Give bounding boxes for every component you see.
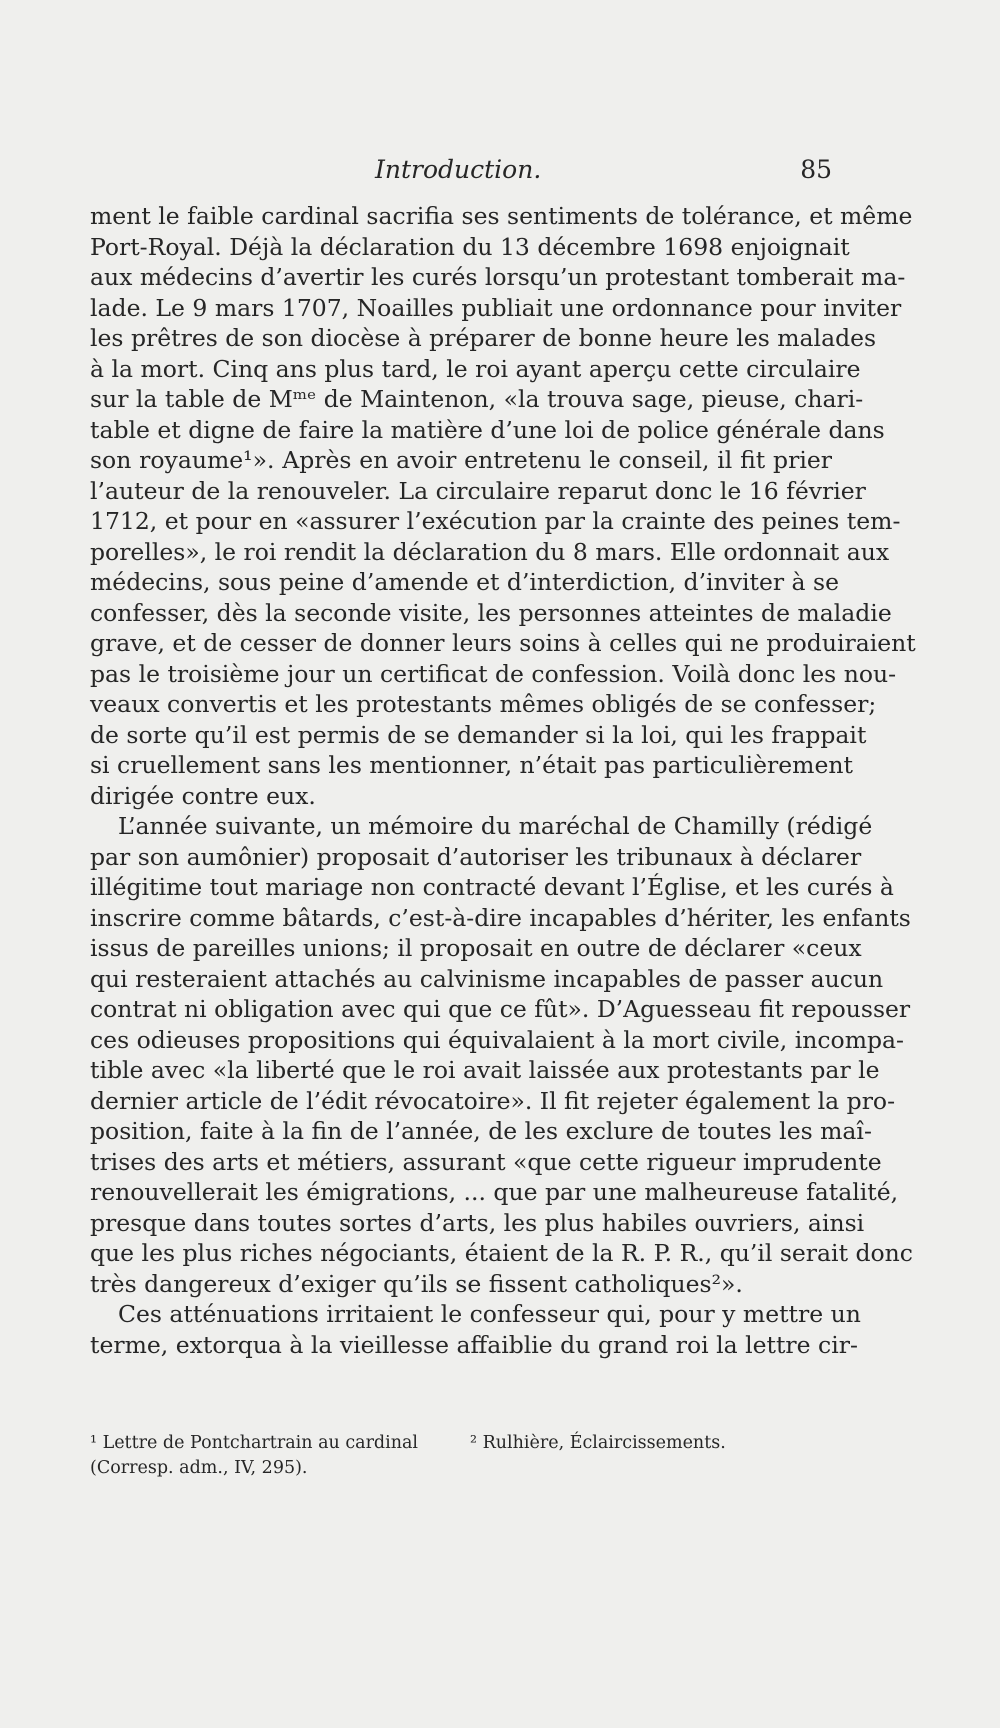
text-line: L’année suivante, un mémoire du maréchal de Chamilly (rédigé [118,812,873,840]
text-line: dernier article de l’édit révocatoire». Il fit rejeter également la pro- [90,1086,896,1115]
text-line: ment le faible cardinal sacrifia ses sentiments de tolérance, et même [90,202,913,230]
text-line: position, faite à la fin de l’année, de les exclure de toutes les maî- [90,1117,872,1145]
text-line: table et digne de faire la matière d’une loi de police générale dans [90,415,885,444]
text-line: issus de pareilles unions; il proposait en outre de déclarer «ceux [90,934,862,962]
text-line: contrat ni obligation avec qui que ce fût». D’Aguesseau fit repousser [90,995,911,1023]
text-line: les prêtres de son diocèse à préparer de bonne heure les malades [90,324,877,352]
text-line: sur la table de Mᵐᵉ de Maintenon, «la trouva sage, pieuse, chari- [90,385,864,413]
text-line: presque dans toutes sortes d’arts, les plus habiles ouvriers, ainsi [90,1208,865,1237]
text-line: terme, extorqua à la vieillesse affaiblie du grand roi la lettre cir- [90,1330,858,1359]
text-line: ces odieuses propositions qui équivalaient à la mort civile, incompa- [90,1025,904,1054]
text-line: de sorte qu’il est permis de se demander si la loi, qui les frappait [90,720,867,749]
text-line: trises des arts et métiers, assurant «que cette rigueur imprudente [90,1147,882,1176]
text-line: confesser, dès la seconde visite, les personnes atteintes de maladie [90,598,892,627]
running-head [90,155,832,191]
body-text [90,201,916,1360]
running-title: Introduction. [375,155,542,184]
footnote-1 [90,1431,430,1481]
footnote-line: (Corresp. adm., IV, 295). [90,1458,308,1478]
text-line: si cruellement sans les mentionner, n’était pas particulièrement [90,751,853,779]
text-line: inscrire comme bâtards, c’est-à-dire incapables d’hériter, les enfants [90,903,911,932]
text-line: son royaume¹». Après en avoir entretenu le conseil, il fit prier [90,446,832,474]
text-line: renouvellerait les émigrations, ... que par une malheureuse fatalité, [90,1178,899,1206]
text-line: que les plus riches négociants, étaient de la R. P. R., qu’il serait donc [90,1239,913,1267]
text-line: illégitime tout mariage non contracté devant l’Église, et les curés à [90,873,894,901]
text-line: 1712, et pour en «assurer l’exécution par la crainte des peines tem- [90,507,901,535]
text-line: l’auteur de la renouveler. La circulaire reparut donc le 16 février [90,476,866,505]
text-line: aux médecins d’avertir les curés lorsqu’un protestant tomberait ma- [90,263,906,291]
text-line: grave, et de cesser de donner leurs soins à celles qui ne produiraient [90,629,916,657]
page-number: 85 [800,155,832,184]
text-line: porelles», le roi rendit la déclaration du 8 mars. Elle ordonnait aux [90,537,890,566]
text-line: dirigée contre eux. [90,781,316,810]
text-line: à la mort. Cinq ans plus tard, le roi ayant aperçu cette circulaire [90,354,861,383]
text-line: Ces atténuations irritaient le confesseur qui, pour y mettre un [118,1300,861,1328]
text-line: par son aumônier) proposait d’autoriser les tribunaux à déclarer [90,842,862,871]
text-line: Port-Royal. Déjà la déclaration du 13 décembre 1698 enjoignait [90,232,850,261]
footnote-2 [470,1431,830,1456]
text-line: tible avec «la liberté que le roi avait laissée aux protestants par le [90,1056,880,1084]
text-line: médecins, sous peine d’amende et d’interdiction, d’inviter à se [90,568,840,596]
text-line: lade. Le 9 mars 1707, Noailles publiait une ordonnance pour inviter [90,293,902,322]
text-line: très dangereux d’exiger qu’ils se fissent catholiques²». [90,1269,743,1298]
footnote-line: ¹ Lettre de Pontchartrain au cardinal [90,1433,419,1453]
text-line: veaux convertis et les protestants mêmes obligés de se confesser; [90,690,877,718]
text-line: pas le troisième jour un certificat de confession. Voilà donc les nou- [90,659,897,688]
text-line: qui resteraient attachés au calvinisme incapables de passer aucun [90,964,884,993]
footnote-line: ² Rulhière, Éclaircissements. [470,1433,726,1453]
